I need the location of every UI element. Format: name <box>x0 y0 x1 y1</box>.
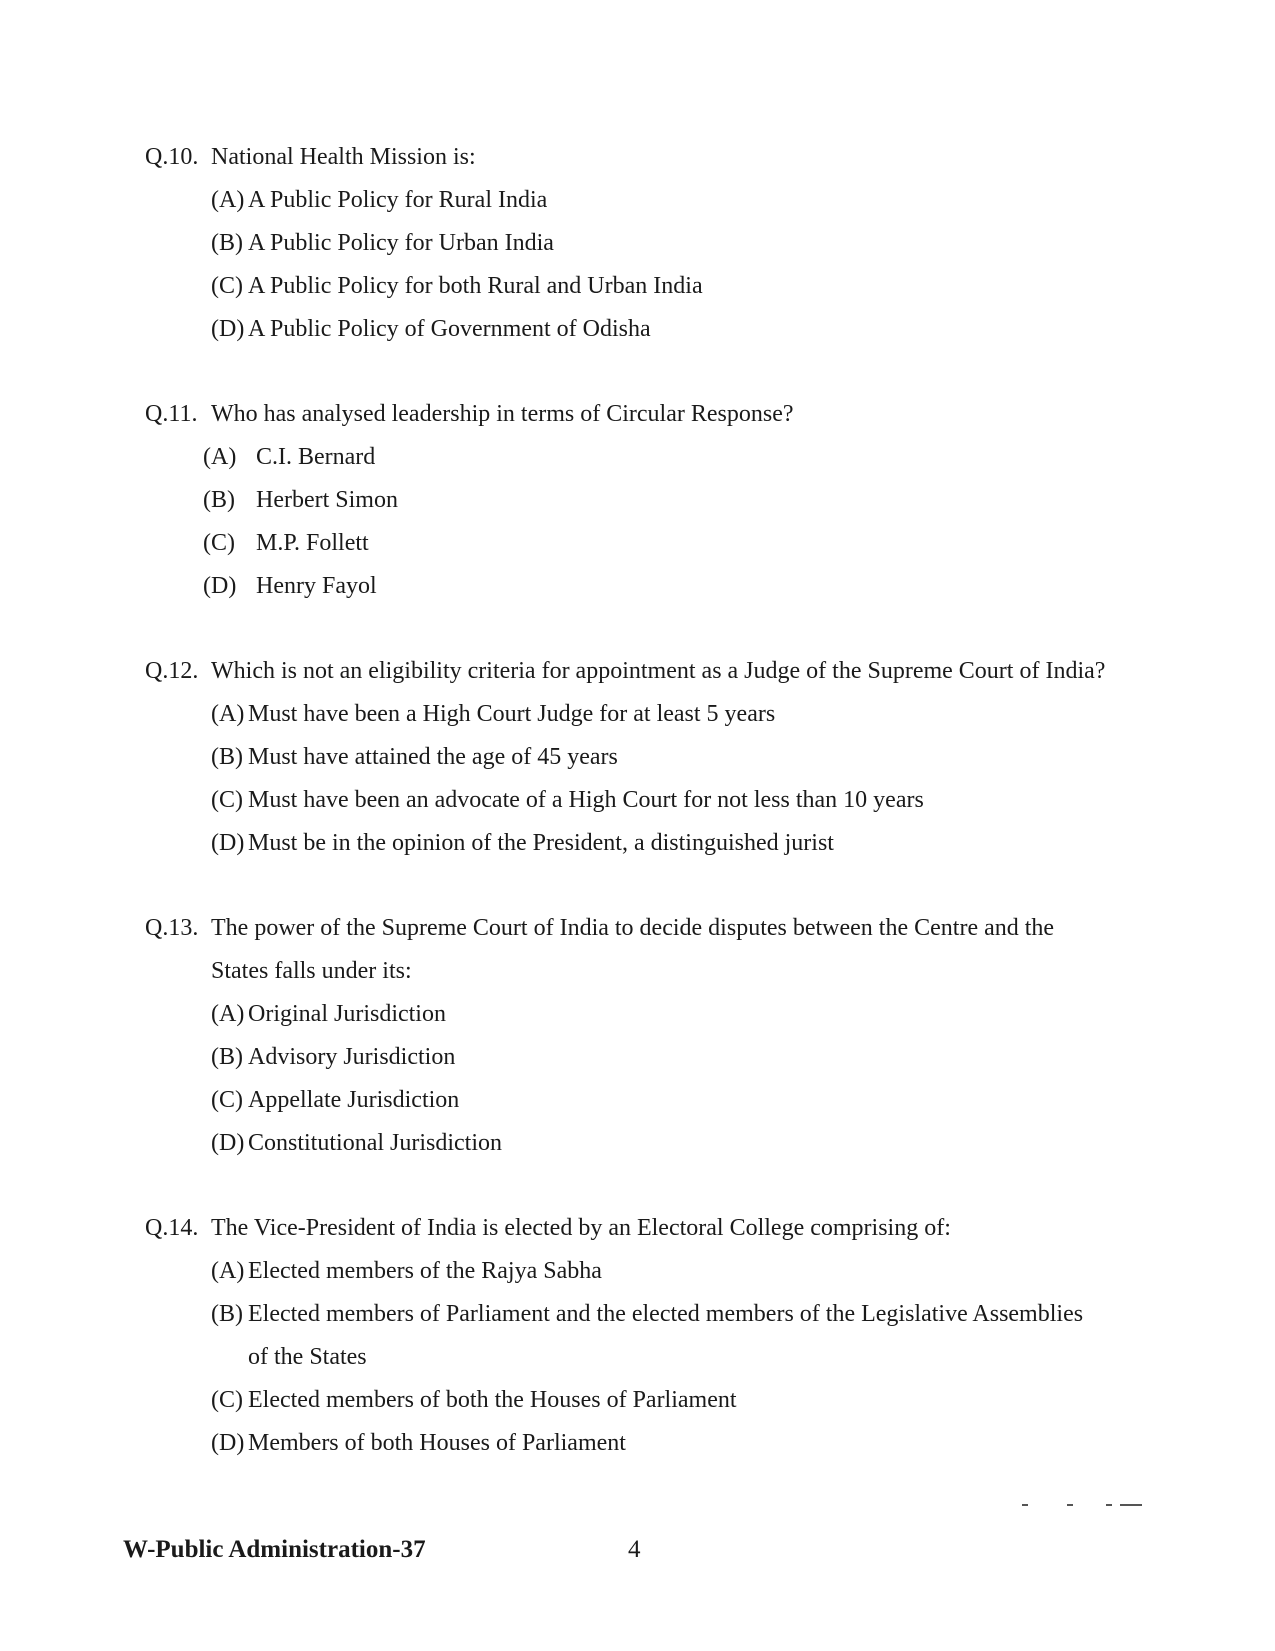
option-text: A Public Policy of Government of Odisha <box>248 316 651 342</box>
question-number: Q.11. <box>145 401 198 427</box>
option-letter: (C) <box>211 1087 243 1113</box>
question-stem <box>145 907 1155 950</box>
question-14 <box>145 1207 1155 1465</box>
option-text: Must have been an advocate of a High Court for not less than 10 years <box>248 787 924 813</box>
option-letter: (C) <box>211 787 243 813</box>
question-text: Who has analysed leadership in terms of Circular Response? <box>211 401 794 427</box>
option-c <box>145 779 1155 822</box>
option-letter: (B) <box>211 230 243 256</box>
option-text: A Public Policy for Rural India <box>248 187 548 213</box>
option-letter: (A) <box>211 187 245 213</box>
option-b <box>145 736 1155 779</box>
option-letter: (D) <box>203 573 237 599</box>
option-letter: (B) <box>203 487 235 513</box>
question-text: Which is not an eligibility criteria for appointment as a Judge of the Supreme Court of India? <box>211 658 1106 684</box>
option-c <box>145 265 1155 308</box>
option-text: M.P. Follett <box>256 530 369 556</box>
cropped-page-marker <box>1022 1504 1142 1508</box>
question-10 <box>145 136 1155 351</box>
option-c <box>145 1079 1155 1122</box>
option-b <box>145 479 1155 522</box>
option-text: C.I. Bernard <box>256 444 376 470</box>
page-number: 4 <box>628 1536 641 1563</box>
question-text: National Health Mission is: <box>211 144 476 170</box>
option-c <box>145 522 1155 565</box>
option-text: Elected members of the Rajya Sabha <box>248 1258 602 1284</box>
option-letter: (A) <box>211 701 245 727</box>
option-text: A Public Policy for both Rural and Urban India <box>248 273 703 299</box>
option-letter: (A) <box>203 444 237 470</box>
option-letter: (D) <box>211 316 245 342</box>
option-b <box>145 222 1155 265</box>
option-b <box>145 1293 1155 1379</box>
option-letter: (B) <box>211 744 243 770</box>
option-text: Elected members of both the Houses of Parliament <box>248 1387 737 1413</box>
question-text: The Vice-President of India is elected by an Electoral College comprising of: <box>211 1215 951 1241</box>
question-13 <box>145 907 1155 1165</box>
option-letter: (A) <box>211 1001 245 1027</box>
question-number: Q.10. <box>145 144 199 170</box>
option-text: A Public Policy for Urban India <box>248 230 554 256</box>
option-text: Herbert Simon <box>256 487 398 513</box>
question-stem <box>145 650 1155 693</box>
footer-title: W-Public Administration-37 <box>123 1536 426 1563</box>
option-d <box>145 308 1155 351</box>
option-text: Must be in the opinion of the President, a distinguished jurist <box>248 830 834 856</box>
option-text: Must have attained the age of 45 years <box>248 744 618 770</box>
option-letter: (C) <box>211 1387 243 1413</box>
option-a <box>145 1250 1155 1293</box>
option-text: Members of both Houses of Parliament <box>248 1430 626 1456</box>
question-12 <box>145 650 1155 865</box>
option-a <box>145 993 1155 1036</box>
question-number: Q.14. <box>145 1215 199 1241</box>
option-letter: (D) <box>211 1430 245 1456</box>
question-stem <box>145 1207 1155 1250</box>
option-letter: (C) <box>211 273 243 299</box>
option-letter: (D) <box>211 1130 245 1156</box>
option-b <box>145 1036 1155 1079</box>
option-text: Elected members of Parliament and the elected members of the Legislative Assemblies <box>248 1301 1084 1327</box>
option-a <box>145 693 1155 736</box>
question-11 <box>145 393 1155 608</box>
option-text-continuation: of the States <box>248 1344 367 1370</box>
option-d <box>145 822 1155 865</box>
question-stem <box>145 393 1155 436</box>
option-letter: (C) <box>203 530 235 556</box>
option-text: Appellate Jurisdiction <box>248 1087 460 1113</box>
option-a <box>145 179 1155 222</box>
question-stem <box>145 136 1155 179</box>
option-letter: (B) <box>211 1301 243 1327</box>
option-d <box>145 1422 1155 1465</box>
option-text: Advisory Jurisdiction <box>248 1044 456 1070</box>
option-c <box>145 1379 1155 1422</box>
question-text-continuation: States falls under its: <box>211 958 412 984</box>
option-d <box>145 565 1155 608</box>
option-text: Henry Fayol <box>256 573 377 599</box>
question-text: The power of the Supreme Court of India to decide disputes between the Centre and the <box>211 915 1055 941</box>
option-text: Must have been a High Court Judge for at least 5 years <box>248 701 776 727</box>
question-number: Q.12. <box>145 658 199 684</box>
option-text: Original Jurisdiction <box>248 1001 446 1027</box>
option-d <box>145 1122 1155 1165</box>
option-letter: (A) <box>211 1258 245 1284</box>
option-letter: (D) <box>211 830 245 856</box>
option-letter: (B) <box>211 1044 243 1070</box>
option-text: Constitutional Jurisdiction <box>248 1130 503 1156</box>
option-a <box>145 436 1155 479</box>
question-number: Q.13. <box>145 915 199 941</box>
